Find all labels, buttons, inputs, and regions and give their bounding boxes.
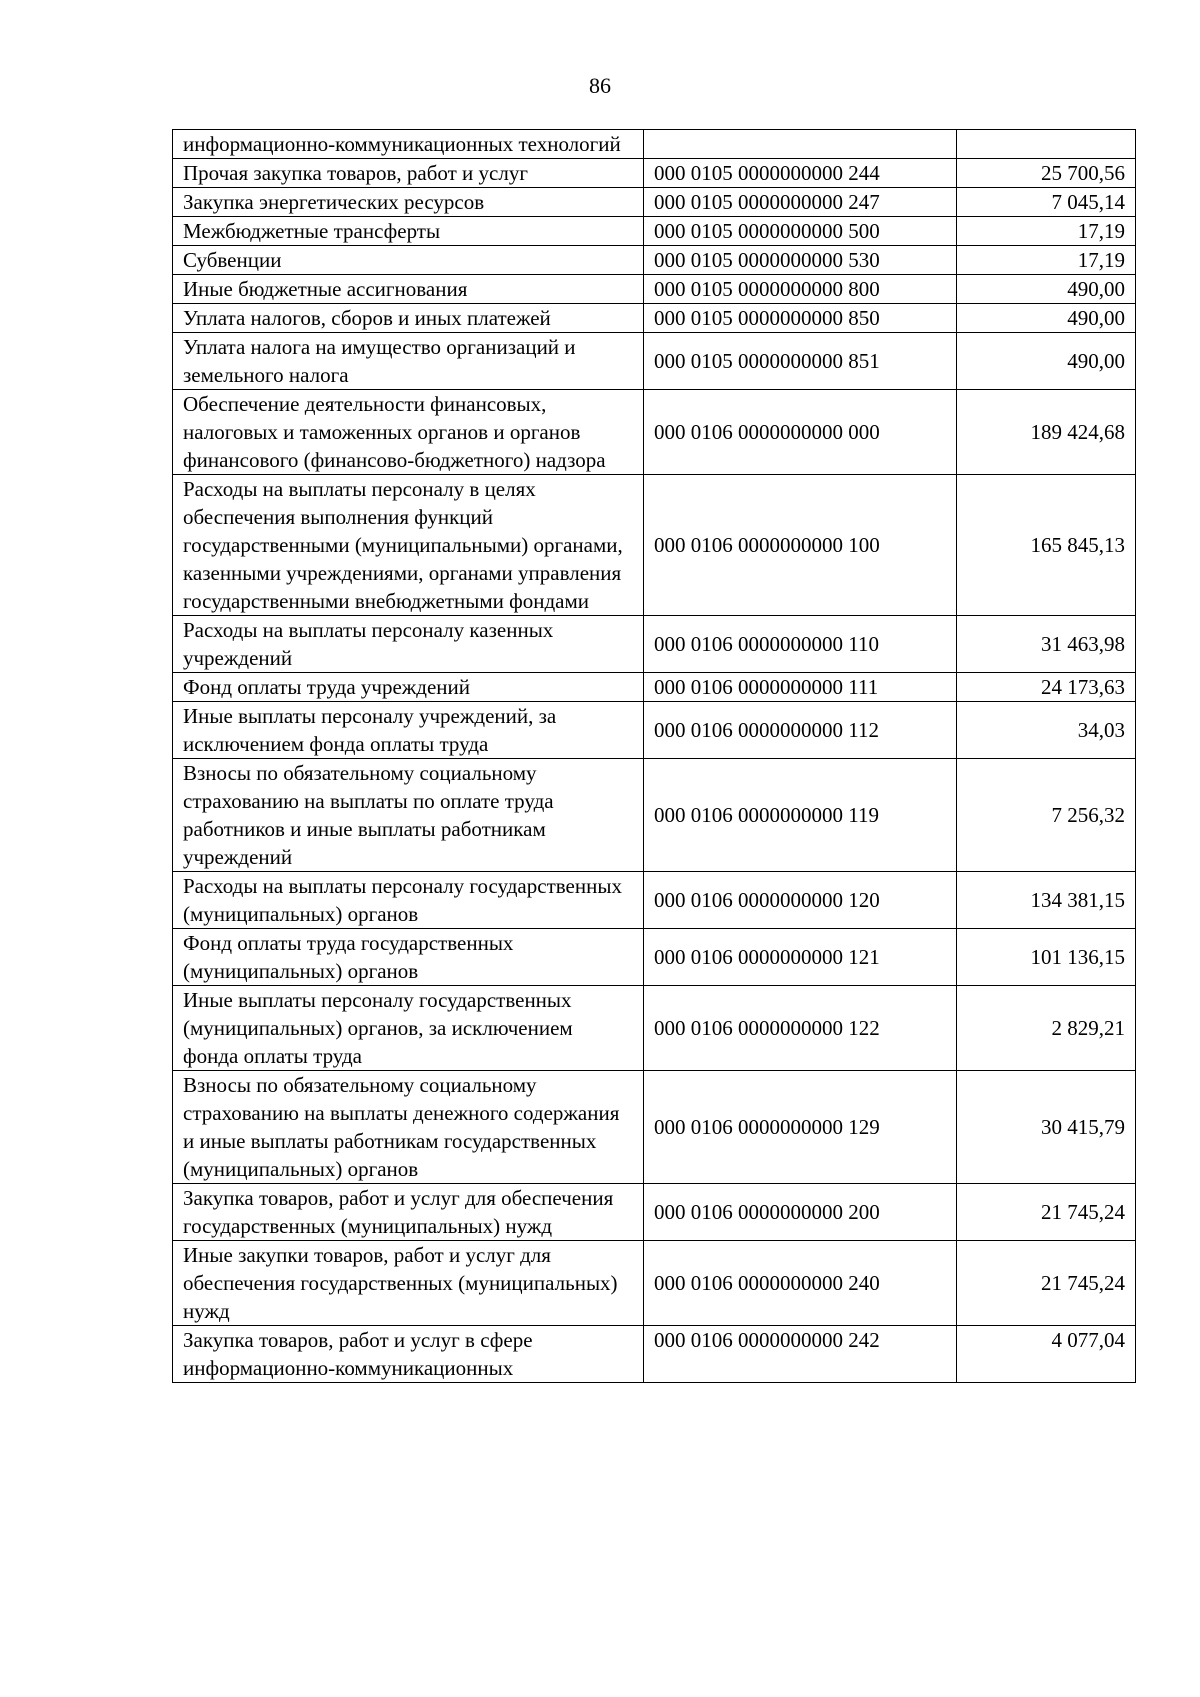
row-code: 000 0106 0000000000 111 [644, 673, 957, 702]
table-row [173, 275, 1136, 304]
row-amount: 165 845,13 [957, 475, 1136, 616]
table-row [173, 333, 1136, 390]
row-name: информационно-коммуникационных технологий [173, 130, 644, 159]
row-code: 000 0105 0000000000 530 [644, 246, 957, 275]
row-name: Закупка товаров, работ и услуг для обеспечения государственных (муниципальных) нужд [173, 1184, 644, 1241]
row-code: 000 0106 0000000000 129 [644, 1071, 957, 1184]
row-name: Расходы на выплаты персоналу государственных (муниципальных) органов [173, 872, 644, 929]
table-row [173, 1241, 1136, 1326]
row-amount: 134 381,15 [957, 872, 1136, 929]
row-name: Расходы на выплаты персоналу в целях обеспечения выполнения функций государственными (муниципальными) органами, казенными учреждениями, органами управления государственными внебюджетными фондами [173, 475, 644, 616]
row-name: Иные закупки товаров, работ и услуг для обеспечения государственных (муниципальных) нужд [173, 1241, 644, 1326]
row-amount: 25 700,56 [957, 159, 1136, 188]
budget-table-body [173, 130, 1136, 1383]
row-name: Обеспечение деятельности финансовых, налоговых и таможенных органов и органов финансового (финансово-бюджетного) надзора [173, 390, 644, 475]
row-amount [957, 130, 1136, 159]
row-code: 000 0106 0000000000 112 [644, 702, 957, 759]
budget-table [172, 129, 1136, 1383]
table-row [173, 217, 1136, 246]
row-code: 000 0106 0000000000 240 [644, 1241, 957, 1326]
row-name: Иные выплаты персоналу учреждений, за исключением фонда оплаты труда [173, 702, 644, 759]
row-code: 000 0106 0000000000 200 [644, 1184, 957, 1241]
row-code [644, 130, 957, 159]
row-name: Расходы на выплаты персоналу казенных учреждений [173, 616, 644, 673]
table-row [173, 616, 1136, 673]
table-row [173, 673, 1136, 702]
row-amount: 7 045,14 [957, 188, 1136, 217]
row-name: Взносы по обязательному социальному страхованию на выплаты денежного содержания и иные выплаты работникам государственных (муниципальных) органов [173, 1071, 644, 1184]
row-code: 000 0105 0000000000 244 [644, 159, 957, 188]
row-name: Уплата налога на имущество организаций и земельного налога [173, 333, 644, 390]
table-row [173, 929, 1136, 986]
row-code: 000 0105 0000000000 850 [644, 304, 957, 333]
row-code: 000 0106 0000000000 122 [644, 986, 957, 1071]
table-row [173, 390, 1136, 475]
table-row [173, 702, 1136, 759]
row-name: Иные выплаты персоналу государственных (муниципальных) органов, за исключением фонда оплаты труда [173, 986, 644, 1071]
row-amount: 189 424,68 [957, 390, 1136, 475]
page-number: 86 [589, 73, 611, 98]
row-code: 000 0105 0000000000 800 [644, 275, 957, 304]
row-name: Закупка товаров, работ и услуг в сфере информационно-коммуникационных [173, 1326, 644, 1383]
row-amount: 17,19 [957, 217, 1136, 246]
row-code: 000 0106 0000000000 000 [644, 390, 957, 475]
row-amount: 17,19 [957, 246, 1136, 275]
row-name: Субвенции [173, 246, 644, 275]
row-code: 000 0106 0000000000 120 [644, 872, 957, 929]
row-amount: 101 136,15 [957, 929, 1136, 986]
row-name: Иные бюджетные ассигнования [173, 275, 644, 304]
row-amount: 34,03 [957, 702, 1136, 759]
row-amount: 30 415,79 [957, 1071, 1136, 1184]
row-name: Закупка энергетических ресурсов [173, 188, 644, 217]
row-code: 000 0105 0000000000 247 [644, 188, 957, 217]
row-code: 000 0106 0000000000 121 [644, 929, 957, 986]
table-row [173, 1071, 1136, 1184]
table-row [173, 130, 1136, 159]
row-code: 000 0106 0000000000 242 [644, 1326, 957, 1383]
row-name: Взносы по обязательному социальному страхованию на выплаты по оплате труда работников и иные выплаты работникам учреждений [173, 759, 644, 872]
table-row [173, 986, 1136, 1071]
row-code: 000 0106 0000000000 100 [644, 475, 957, 616]
row-amount: 490,00 [957, 304, 1136, 333]
table-row [173, 188, 1136, 217]
table-row [173, 304, 1136, 333]
table-row [173, 872, 1136, 929]
table-row [173, 159, 1136, 188]
row-amount: 21 745,24 [957, 1184, 1136, 1241]
row-amount: 490,00 [957, 275, 1136, 304]
row-code: 000 0106 0000000000 110 [644, 616, 957, 673]
row-name: Межбюджетные трансферты [173, 217, 644, 246]
row-name: Фонд оплаты труда учреждений [173, 673, 644, 702]
table-row [173, 475, 1136, 616]
row-name: Уплата налогов, сборов и иных платежей [173, 304, 644, 333]
row-amount: 24 173,63 [957, 673, 1136, 702]
row-amount: 2 829,21 [957, 986, 1136, 1071]
row-amount: 7 256,32 [957, 759, 1136, 872]
table-row [173, 759, 1136, 872]
table-row [173, 1184, 1136, 1241]
row-amount: 21 745,24 [957, 1241, 1136, 1326]
row-code: 000 0105 0000000000 851 [644, 333, 957, 390]
row-amount: 490,00 [957, 333, 1136, 390]
table-row [173, 246, 1136, 275]
row-name: Прочая закупка товаров, работ и услуг [173, 159, 644, 188]
table-row [173, 1326, 1136, 1383]
row-amount: 31 463,98 [957, 616, 1136, 673]
row-code: 000 0106 0000000000 119 [644, 759, 957, 872]
row-amount: 4 077,04 [957, 1326, 1136, 1383]
row-name: Фонд оплаты труда государственных (муниципальных) органов [173, 929, 644, 986]
row-code: 000 0105 0000000000 500 [644, 217, 957, 246]
